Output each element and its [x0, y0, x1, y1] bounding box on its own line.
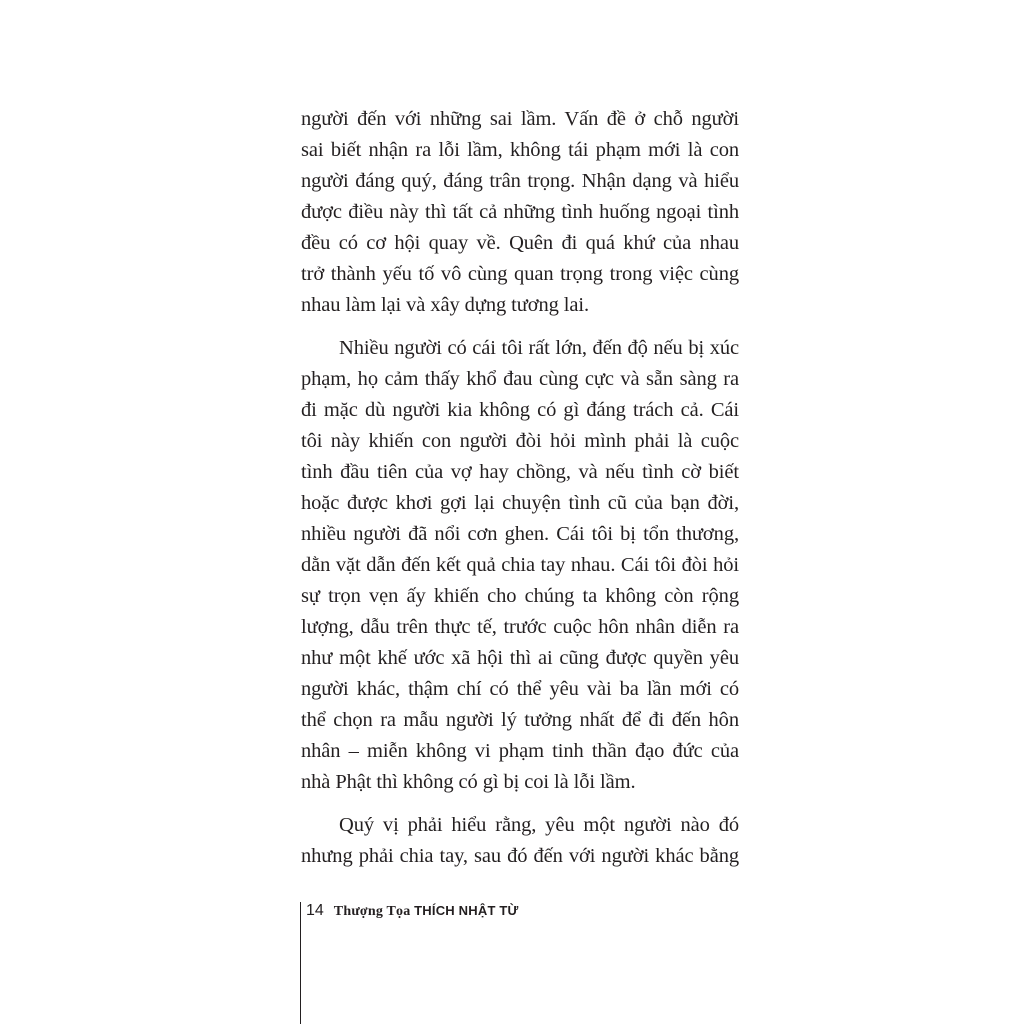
text-line: người đáng quý, đáng trân trọng. Nhận dạng và hiểu	[301, 170, 739, 192]
paragraph-1	[301, 104, 739, 321]
text-line: lượng, dẫu trên thực tế, trước cuộc hôn nhân diễn ra	[301, 616, 739, 638]
text-line: hoặc được khơi gợi lại chuyện tình cũ của bạn đời,	[301, 492, 739, 514]
paragraph-2	[301, 333, 739, 798]
text-line: nhau làm lại và xây dựng tương lai.	[301, 294, 590, 316]
page-footer	[306, 902, 519, 926]
text-line: người khác, thậm chí có thể yêu vài ba lần mới có	[301, 678, 739, 700]
text-line: người đến với những sai lầm. Vấn đề ở chỗ người	[301, 108, 739, 130]
text-line: đi mặc dù người kia không có gì đáng trách cả. Cái	[301, 399, 739, 421]
text-line: sự trọn vẹn ấy khiến cho chúng ta không còn rộng	[301, 585, 739, 607]
text-line: sai biết nhận ra lỗi lầm, không tái phạm mới là con	[301, 139, 739, 161]
page-number: 14	[306, 902, 324, 919]
text-line: Quý vị phải hiểu rằng, yêu một người nào đó	[339, 814, 739, 836]
text-line: tôi này khiến con người đòi hỏi mình phải là cuộc	[301, 430, 739, 452]
footer-rule	[300, 902, 301, 1024]
text-line: đều có cơ hội quay về. Quên đi quá khứ của nhau	[301, 232, 739, 254]
text-line: trở thành yếu tố vô cùng quan trọng trong việc cùng	[301, 263, 739, 285]
text-line: nhân – miễn không vi phạm tinh thần đạo đức của	[301, 740, 739, 762]
text-line: nhưng phải chia tay, sau đó đến với người khác bằng	[301, 845, 739, 867]
text-line: tình đầu tiên của vợ hay chồng, và nếu tình cờ biết	[301, 461, 739, 483]
text-line: thể chọn ra mẫu người lý tưởng nhất để đi đến hôn	[301, 709, 739, 731]
running-head	[334, 903, 519, 920]
text-line: Nhiều người có cái tôi rất lớn, đến độ nếu bị xúc	[339, 337, 739, 359]
text-line: nhiều người đã nổi cơn ghen. Cái tôi bị tổn thương,	[301, 523, 739, 545]
paragraph-3	[301, 810, 739, 872]
body-text	[301, 104, 739, 872]
text-line: dằn vặt dẫn đến kết quả chia tay nhau. Cái tôi đòi hỏi	[301, 554, 739, 576]
text-line: như một khế ước xã hội thì ai cũng được quyền yêu	[301, 647, 739, 669]
text-line: phạm, họ cảm thấy khổ đau cùng cực và sẵn sàng ra	[301, 368, 739, 390]
author-title: Thượng Tọa	[333, 904, 411, 919]
author-name: THÍCH NHẬT TỪ	[414, 903, 519, 918]
text-line: nhà Phật thì không có gì bị coi là lỗi lầm.	[301, 771, 636, 793]
text-line: được điều này thì tất cả những tình huống ngoại tình	[301, 201, 739, 223]
